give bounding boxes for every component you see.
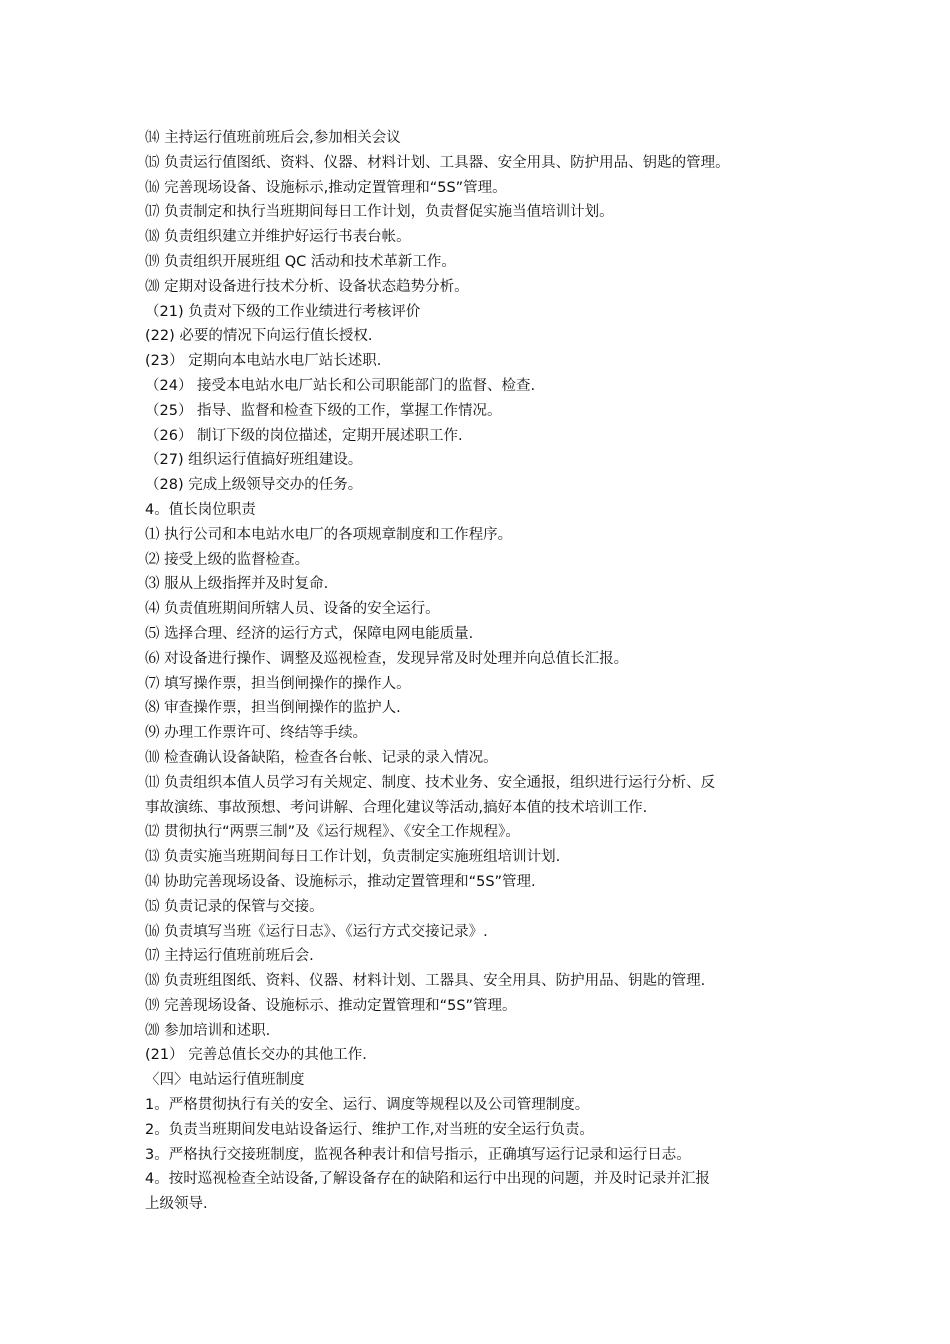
text-line: （26） 制订下级的岗位描述，定期开展述职工作.	[145, 427, 463, 444]
text-line: ⑽ 检查确认设备缺陷，检查各台帐、记录的录入情况。	[145, 749, 498, 766]
document-page	[145, 126, 825, 1217]
text-line: (21） 完善总值长交办的其他工作.	[145, 1047, 367, 1064]
text-line: 1。严格贯彻执行有关的安全、运行、调度等规程以及公司管理制度。	[145, 1097, 590, 1114]
text-line: ⒃ 完善现场设备、设施标示,推动定置管理和“5S”管理。	[145, 179, 507, 196]
text-line: 上级领导.	[145, 1196, 208, 1213]
text-line: ⑹ 对设备进行操作、调整及巡视检查，发现异常及时处理并向总值长汇报。	[145, 650, 629, 667]
text-line: 3。严格执行交接班制度，监视各种表计和信号指示，正确填写运行记录和运行日志。	[145, 1146, 691, 1163]
text-line: ⒂ 负责运行值图纸、资料、仪器、材料计划、工具器、安全用具、防护用品、钥匙的管理。	[145, 154, 730, 171]
text-line: ⒂ 负责记录的保管与交接。	[145, 898, 324, 915]
text-line: ⒆ 完善现场设备、设施标示、推动定置管理和“5S”管理。	[145, 997, 517, 1014]
text-line: ⒅ 负责组织建立并维护好运行书表台帐。	[145, 229, 411, 246]
text-line: ⑷ 负责值班期间所辖人员、设备的安全运行。	[145, 601, 440, 618]
text-line: 2。负责当班期间发电站设备运行、维护工作,对当班的安全运行负责。	[145, 1121, 594, 1138]
text-line: ⑴ 执行公司和本电站水电厂的各项规章制度和工作程序。	[145, 526, 513, 543]
text-line: ⒅ 负责班组图纸、资料、仪器、材料计划、工器具、安全用具、防护用品、钥匙的管理.	[145, 973, 706, 990]
text-line: ⑼ 办理工作票许可、终结等手续。	[145, 725, 368, 742]
text-line: ⒇ 参加培训和述职.	[145, 1022, 271, 1039]
text-line: ⑺ 填写操作票，担当倒闸操作的操作人。	[145, 675, 411, 692]
text-line: ⒄ 主持运行值班前班后会.	[145, 948, 314, 965]
text-line: ⒁ 协助完善现场设备、设施标示，推动定置管理和“5S”管理.	[145, 873, 536, 890]
text-line: ⒃ 负责填写当班《运行日志》、《运行方式交接记录》.	[145, 923, 488, 940]
text-line: ⑻ 审查操作票，担当倒闸操作的监护人.	[145, 700, 401, 717]
text-line: ⑵ 接受上级的监督检查。	[145, 551, 310, 568]
text-line: （27) 组织运行值搞好班组建设。	[145, 452, 363, 469]
text-line: （25） 指导、监督和检查下级的工作，掌握工作情况。	[145, 402, 502, 419]
text-line: （24） 接受本电站水电厂站长和公司职能部门的监督、检查.	[145, 377, 536, 394]
text-line: （28) 完成上级领导交办的任务。	[145, 477, 363, 494]
text-line: ⑸ 选择合理、经济的运行方式，保障电网电能质量.	[145, 625, 474, 642]
text-line: ⑶ 服从上级指挥并及时复命.	[145, 576, 329, 593]
text-line: ⒆ 负责组织开展班组 QC 活动和技术革新工作。	[145, 253, 456, 270]
text-line: ⒇ 定期对设备进行技术分析、设备状态趋势分析。	[145, 278, 469, 295]
text-line: ⒄ 负责制定和执行当班期间每日工作计划，负责督促实施当值培训计划。	[145, 204, 614, 221]
text-line: ⒁ 主持运行值班前班后会,参加相关会议	[145, 130, 401, 146]
text-line: ⑿ 贯彻执行“两票三制”及《运行规程》、《安全工作规程》。	[145, 824, 520, 841]
text-line: 4。按时巡视检查全站设备,了解设备存在的缺陷和运行中出现的问题，并及时记录并汇报	[145, 1171, 710, 1188]
text-line: （21) 负责对下级的工作业绩进行考核评价	[145, 303, 421, 320]
text-line: ⒀ 负责实施当班期间每日工作计划，负责制定实施班组培训计划.	[145, 849, 561, 866]
text-line: ⑾ 负责组织本值人员学习有关规定、制度、技术业务、安全通报，组织进行运行分析、反	[145, 774, 716, 791]
text-line: (23） 定期向本电站水电厂站长述职.	[145, 353, 382, 370]
section-heading: 4。值长岗位职责	[145, 501, 256, 518]
section-heading: 〈四〉电站运行值班制度	[145, 1072, 305, 1089]
text-line: (22) 必要的情况下向运行值长授权.	[145, 328, 373, 345]
text-line: 事故演练、事故预想、考问讲解、合理化建议等活动,搞好本值的技术培训工作.	[145, 799, 648, 816]
